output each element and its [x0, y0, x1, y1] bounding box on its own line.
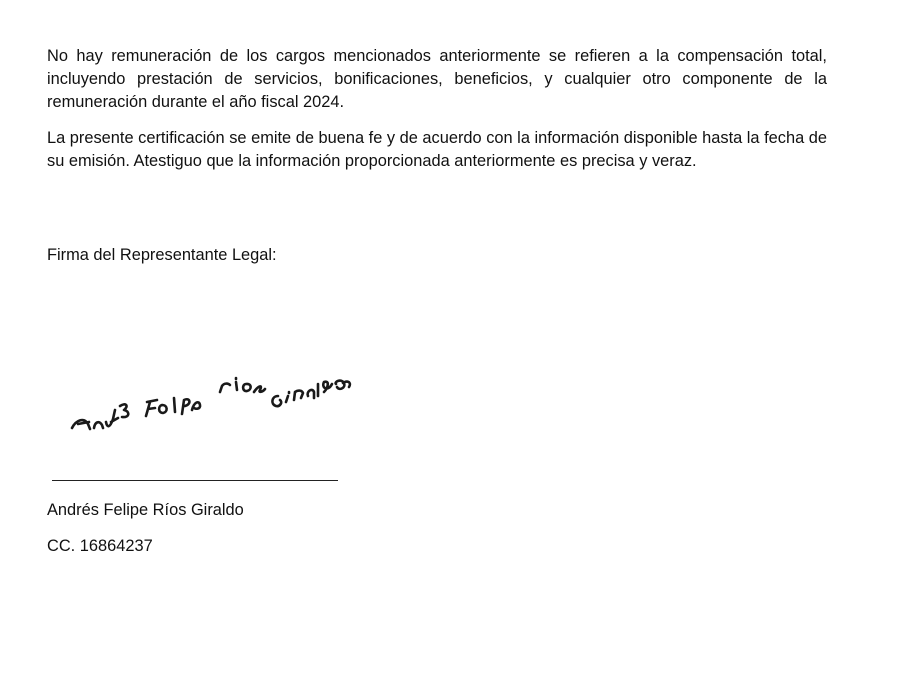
remuneration-paragraph: No hay remuneración de los cargos mencionados anteriormente se refieren a la compensación total, incluyendo prestación de servicios, bonificaciones, beneficios, y cualquier otro componente de la remuneración durante el año fiscal 2024.: [47, 47, 827, 111]
signature-line: [52, 480, 338, 481]
certification-paragraph: La presente certificación se emite de buena fe y de acuerdo con la información disponible hasta la fecha de su emisión. Atestiguo que la información proporcionada anteriormente es precisa y veraz.: [47, 129, 827, 170]
handwritten-signature: [62, 362, 362, 442]
signer-id: CC. 16864237: [47, 537, 153, 555]
signature-label: Firma del Representante Legal:: [47, 246, 277, 264]
signer-name: Andrés Felipe Ríos Giraldo: [47, 501, 244, 519]
